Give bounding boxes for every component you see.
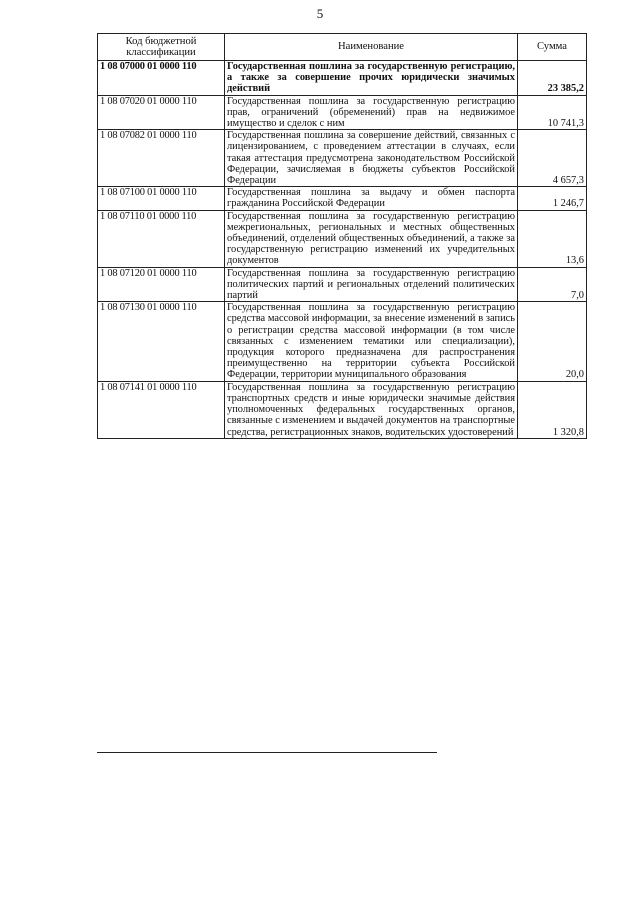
row-code: 1 08 07141 01 0000 110 <box>98 381 225 438</box>
row-sum: 23 385,2 <box>518 61 587 96</box>
row-name: Государственная пошлина за совершение действий, связанных с лицензированием, с проведением аттестации в случаях, если такая аттестация предусмотрена законодательством Российской Федерации, зачисляемая в бюджеты субъектов Российской Федерации <box>225 130 518 187</box>
table-row <box>98 381 587 438</box>
row-sum: 1 246,7 <box>518 187 587 210</box>
row-code: 1 08 07130 01 0000 110 <box>98 302 225 381</box>
header-code: Код бюджетной классификации <box>98 34 225 61</box>
table-header-row <box>98 34 587 61</box>
row-name: Государственная пошлина за выдачу и обмен паспорта гражданина Российской Федерации <box>225 187 518 210</box>
budget-revenue-table <box>97 33 587 439</box>
table-row <box>98 187 587 210</box>
row-code: 1 08 07100 01 0000 110 <box>98 187 225 210</box>
row-sum: 20,0 <box>518 302 587 381</box>
row-sum: 10 741,3 <box>518 95 587 130</box>
row-code: 1 08 07082 01 0000 110 <box>98 130 225 187</box>
table-row <box>98 267 587 302</box>
table-row <box>98 95 587 130</box>
row-sum: 4 657,3 <box>518 130 587 187</box>
table-row <box>98 210 587 267</box>
row-code: 1 08 07020 01 0000 110 <box>98 95 225 130</box>
footnote-separator-line <box>97 752 437 753</box>
header-sum: Сумма <box>518 34 587 61</box>
row-name: Государственная пошлина за государственную регистрацию, а также за совершение прочих юридически значимых действий <box>225 61 518 96</box>
row-name: Государственная пошлина за государственную регистрацию межрегиональных, региональных и местных общественных объединений, отделений общественных объединений, а также за государственную регистрацию изменений их учредительных документов <box>225 210 518 267</box>
row-code: 1 08 07000 01 0000 110 <box>98 61 225 96</box>
row-sum: 13,6 <box>518 210 587 267</box>
row-code: 1 08 07110 01 0000 110 <box>98 210 225 267</box>
header-name: Наименование <box>225 34 518 61</box>
row-sum: 7,0 <box>518 267 587 302</box>
table-row <box>98 302 587 381</box>
row-code: 1 08 07120 01 0000 110 <box>98 267 225 302</box>
row-name: Государственная пошлина за государственную регистрацию транспортных средств и иные юридически значимые действия уполномоченных федеральных государственных органов, связанные с изменением и выдачей документов на транспортные средства, регистрационных знаков, водительских удостоверений <box>225 381 518 438</box>
row-name: Государственная пошлина за государственную регистрацию средства массовой информации, за внесение изменений в запись о регистрации средства массовой информации (в том числе связанных с изменением тематики или специализации), продукция которого предназначена для распространения преимущественно на территории субъекта Российской Федерации, территории муниципального образования <box>225 302 518 381</box>
row-name: Государственная пошлина за государственную регистрацию политических партий и региональных отделений политических партий <box>225 267 518 302</box>
row-name: Государственная пошлина за государственную регистрацию прав, ограничений (обременений) прав на недвижимое имущество и сделок с ним <box>225 95 518 130</box>
row-sum: 1 320,8 <box>518 381 587 438</box>
page-number: 5 <box>316 6 324 21</box>
table-row <box>98 61 587 96</box>
table-row <box>98 130 587 187</box>
